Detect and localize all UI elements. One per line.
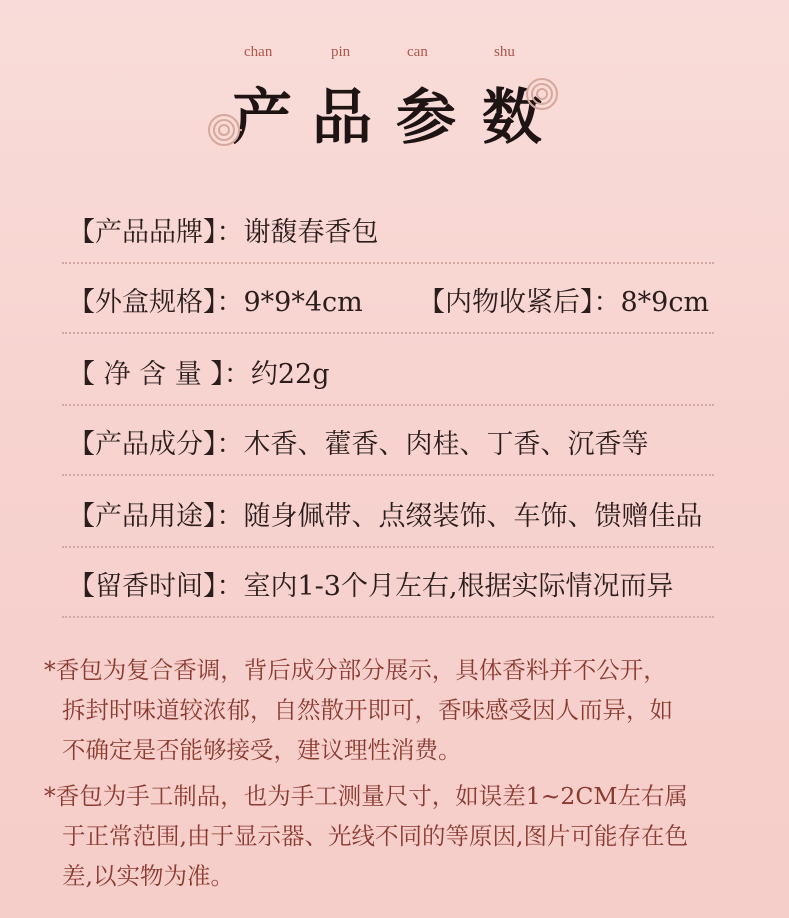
spec-label: 【产品品牌】 — [68, 217, 217, 248]
note-line: *香包为手工制品，也为手工测量尺寸，如误差1~2CM左右属 — [44, 782, 688, 810]
spec-value: 室内1-3个月左右,根据实际情况而异 — [243, 571, 674, 602]
title-char-pin: 品 — [312, 83, 372, 153]
spec-label: 【内物收紧后】 — [418, 287, 594, 318]
spec-row-net-weight — [62, 346, 714, 406]
note-line: 于正常范围,由于显示器、光线不同的等原因,图片可能存在色 — [62, 822, 688, 850]
spec-label: 【产品成分】 — [68, 429, 217, 460]
note-line: 拆封时味道较浓郁，自然散开即可，香味感受因人而异，如 — [62, 696, 673, 724]
pinyin-pin: pin — [331, 44, 351, 60]
spec-value: 9*9*4cm — [243, 287, 363, 318]
spec-usage — [68, 500, 703, 534]
pinyin-chan: chan — [244, 44, 273, 60]
cloud-swirl-icon — [524, 76, 560, 112]
spec-value: 木香、藿香、肉桂、丁香、沉香等 — [243, 429, 649, 460]
spec-row-box-size — [62, 274, 714, 334]
spec-row-ingredients — [62, 416, 714, 476]
note-handmade — [44, 776, 744, 896]
spec-label: 【产品用途】 — [68, 501, 217, 532]
title-char-shu: 数 — [482, 83, 542, 153]
spec-inner-size — [418, 286, 709, 320]
note-fragrance — [44, 650, 744, 770]
title-pinyin — [0, 44, 789, 64]
spec-label: 【留香时间】 — [68, 571, 217, 602]
title-char-chan: 产 — [232, 83, 292, 153]
spec-brand — [68, 216, 379, 250]
spec-sep: ： — [216, 571, 244, 602]
spec-box-size — [68, 286, 363, 320]
note-line: 差,以实物为准。 — [62, 862, 234, 890]
spec-sep: ： — [216, 501, 244, 532]
cloud-swirl-icon — [206, 112, 242, 148]
spec-sep: ： — [216, 287, 244, 318]
spec-value: 随身佩带、点缀装饰、车饰、馈赠佳品 — [243, 501, 703, 532]
spec-value: 约22g — [250, 359, 330, 390]
spec-row-brand — [62, 204, 714, 264]
title-char-can: 参 — [396, 83, 456, 153]
spec-row-usage — [62, 488, 714, 548]
pinyin-can: can — [407, 44, 428, 60]
note-line: *香包为复合香调，背后成分部分展示，具体香料并不公开， — [44, 656, 667, 684]
spec-sep: ： — [223, 359, 251, 390]
pinyin-shu: shu — [494, 44, 515, 60]
spec-value: 谢馥春香包 — [243, 217, 379, 248]
spec-label: 【外盒规格】 — [68, 287, 217, 318]
spec-duration — [68, 570, 674, 604]
spec-sep: ： — [216, 217, 244, 248]
page-title — [0, 70, 789, 153]
spec-row-duration — [62, 558, 714, 618]
spec-label: 【 净 含 量 】 — [68, 359, 224, 390]
spec-sep: ： — [593, 287, 621, 318]
spec-net-weight — [68, 358, 329, 392]
spec-sep: ： — [216, 429, 244, 460]
spec-value: 8*9cm — [620, 287, 710, 318]
spec-ingredients — [68, 428, 649, 462]
note-line: 不确定是否能够接受，建议理性消费。 — [62, 736, 462, 764]
